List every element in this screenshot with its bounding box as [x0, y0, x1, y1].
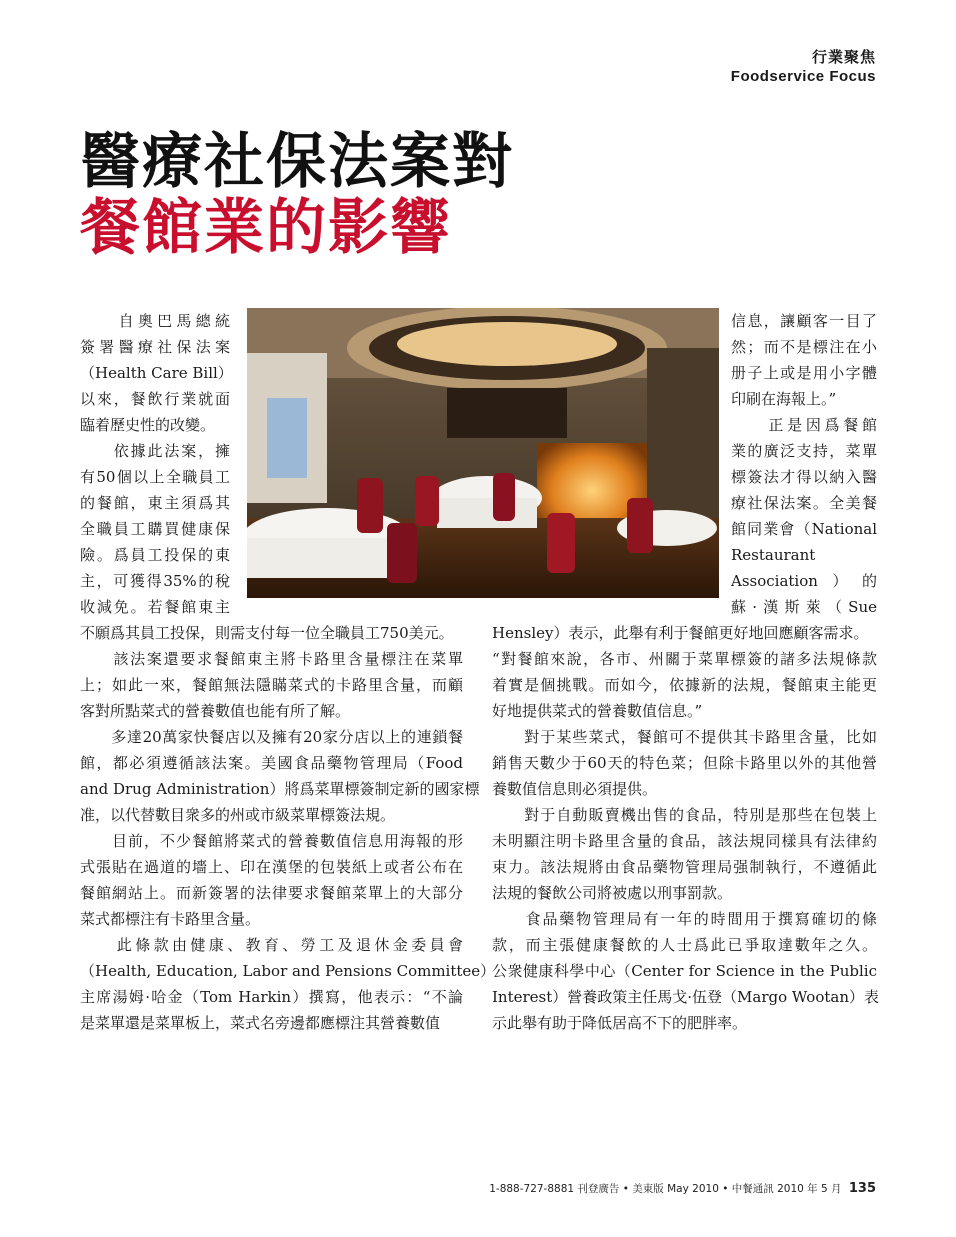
article-line: 准，以代替數目衆多的州或市級菜單標簽法規。 — [80, 806, 396, 824]
article-line: 對于自動販賣機出售的食品，特別是那些在包裝上 — [492, 806, 877, 824]
article-line: （Health, Education, Labor and Pensions Committee） — [80, 962, 496, 980]
article-line: 着實是個挑戰。而如今，依據新的法規，餐館東主能更 — [492, 676, 877, 694]
article-line: 示此舉有助于降低居高不下的肥胖率。 — [492, 1014, 748, 1032]
article-line: 信息，讓顧客一目了 — [731, 312, 877, 330]
article-line: （Health Care Bill） — [80, 364, 233, 382]
article-line: 册子上或是用小字體 — [731, 364, 877, 382]
article-line: 此條款由健康、教育、勞工及退休金委員會 — [80, 936, 463, 954]
article-line: Association）的 — [731, 572, 877, 590]
page-footer — [489, 1181, 876, 1196]
article-line: 不願爲其員工投保，則需支付每一位全職員工750美元。 — [80, 624, 454, 642]
article-line: 業的廣泛支持，菜單 — [731, 442, 877, 460]
article-line: 式張貼在過道的墻上、印在漢堡的包裝紙上或者公布在 — [80, 858, 463, 876]
article-line: 收減免。若餐館東主 — [80, 598, 230, 616]
article-line: and Drug Administration）將爲菜單標簽制定新的國家標 — [80, 780, 480, 798]
article-line: 依據此法案，擁 — [80, 442, 230, 460]
article-line: 是菜單還是菜單板上，菜式名旁邊都應標注其營養數值 — [80, 1014, 441, 1032]
article-line: 主，可獲得35%的稅 — [80, 572, 230, 590]
section-label-zh: 行業聚焦 — [811, 48, 876, 66]
article-line: 客對所點菜式的營養數值也能有所了解。 — [80, 702, 351, 720]
article-line: 公衆健康科學中心（Center for Science in the Public — [492, 962, 877, 980]
article-line: 食品藥物管理局有一年的時間用于撰寫確切的條 — [492, 910, 877, 928]
article-line: 該法案還要求餐館東主將卡路里含量標注在菜單 — [80, 650, 463, 668]
article-line: 目前，不少餐館將菜式的營養數值信息用海報的形 — [80, 832, 463, 850]
article-line: 款，而主張健康餐飲的人士爲此已爭取達數年之久。 — [492, 936, 877, 954]
article-line: 全職員工購買健康保 — [80, 520, 230, 538]
article-line: 館同業會（National — [731, 520, 877, 538]
article-line: 標簽法才得以納入醫 — [731, 468, 877, 486]
article-line: 有50個以上全職員工 — [80, 468, 230, 486]
article-line: Restaurant — [731, 546, 816, 564]
article-line: 養數值信息則必須提供。 — [492, 780, 658, 798]
article-line: 療社保法案。全美餐 — [731, 494, 877, 512]
article-line: 印刷在海報上。” — [731, 390, 837, 408]
article-line: 主席湯姆·哈金（Tom Harkin）撰寫，他表示：“不論 — [80, 988, 463, 1006]
article-line: 未明顯注明卡路里含量的食品，該法規同樣具有法律約 — [492, 832, 877, 850]
article-title-line-1: 醫療社保法案對 — [80, 127, 514, 197]
article-line: 館，都必須遵循該法案。美國食品藥物管理局（Food — [80, 754, 463, 772]
footer-info: 1-888-727-8881 刊登廣告 • 美東版 May 2010 • 中餐通訊 2010 年 5 月 — [489, 1183, 842, 1195]
article-line: 多達20萬家快餐店以及擁有20家分店以上的連鎖餐 — [80, 728, 463, 746]
article-line: 正是因爲餐館 — [731, 416, 877, 434]
article-line: 好地提供菜式的營養數值信息。” — [492, 702, 703, 720]
section-label-en: Foodservice Focus — [730, 68, 876, 85]
article-line: 法規的餐飲公司將被處以刑事罰款。 — [492, 884, 733, 902]
article-line: 自奧巴馬總統 — [80, 312, 230, 330]
article-line: 菜式都標注有卡路里含量。 — [80, 910, 261, 928]
article-line: 餐館網站上。而新簽署的法律要求餐館菜單上的大部分 — [80, 884, 463, 902]
article-line: 然；而不是標注在小 — [731, 338, 877, 356]
article-line: 險。爲員工投保的東 — [80, 546, 230, 564]
article-line: 臨着歷史性的改變。 — [80, 416, 216, 434]
article-line: 的餐館，東主須爲其 — [80, 494, 230, 512]
article-title-line-2: 餐館業的影響 — [80, 193, 452, 263]
article-line: 上；如此一來，餐館無法隱瞞菜式的卡路里含量，而顧 — [80, 676, 463, 694]
article-line: “對餐館來說，各市、州關于菜單標簽的諸多法規條款 — [492, 650, 877, 668]
article-line: 束力。該法規將由食品藥物管理局强制執行，不遵循此 — [492, 858, 877, 876]
article-line: 以來，餐飲行業就面 — [80, 390, 230, 408]
article-line: Interest）營養政策主任馬戈·伍登（Margo Wootan）表 — [492, 988, 879, 1006]
article-line: Hensley）表示，此舉有利于餐館更好地回應顧客需求。 — [492, 624, 869, 642]
article-line: 蘇·漢斯萊（Sue — [731, 598, 877, 616]
page-number: 135 — [848, 1181, 876, 1196]
restaurant-photo — [247, 308, 719, 598]
article-line: 銷售天數少于60天的特色菜；但除卡路里以外的其他營 — [492, 754, 877, 772]
article-line: 簽署醫療社保法案 — [80, 338, 230, 356]
article-line: 對于某些菜式，餐館可不提供其卡路里含量，比如 — [492, 728, 877, 746]
